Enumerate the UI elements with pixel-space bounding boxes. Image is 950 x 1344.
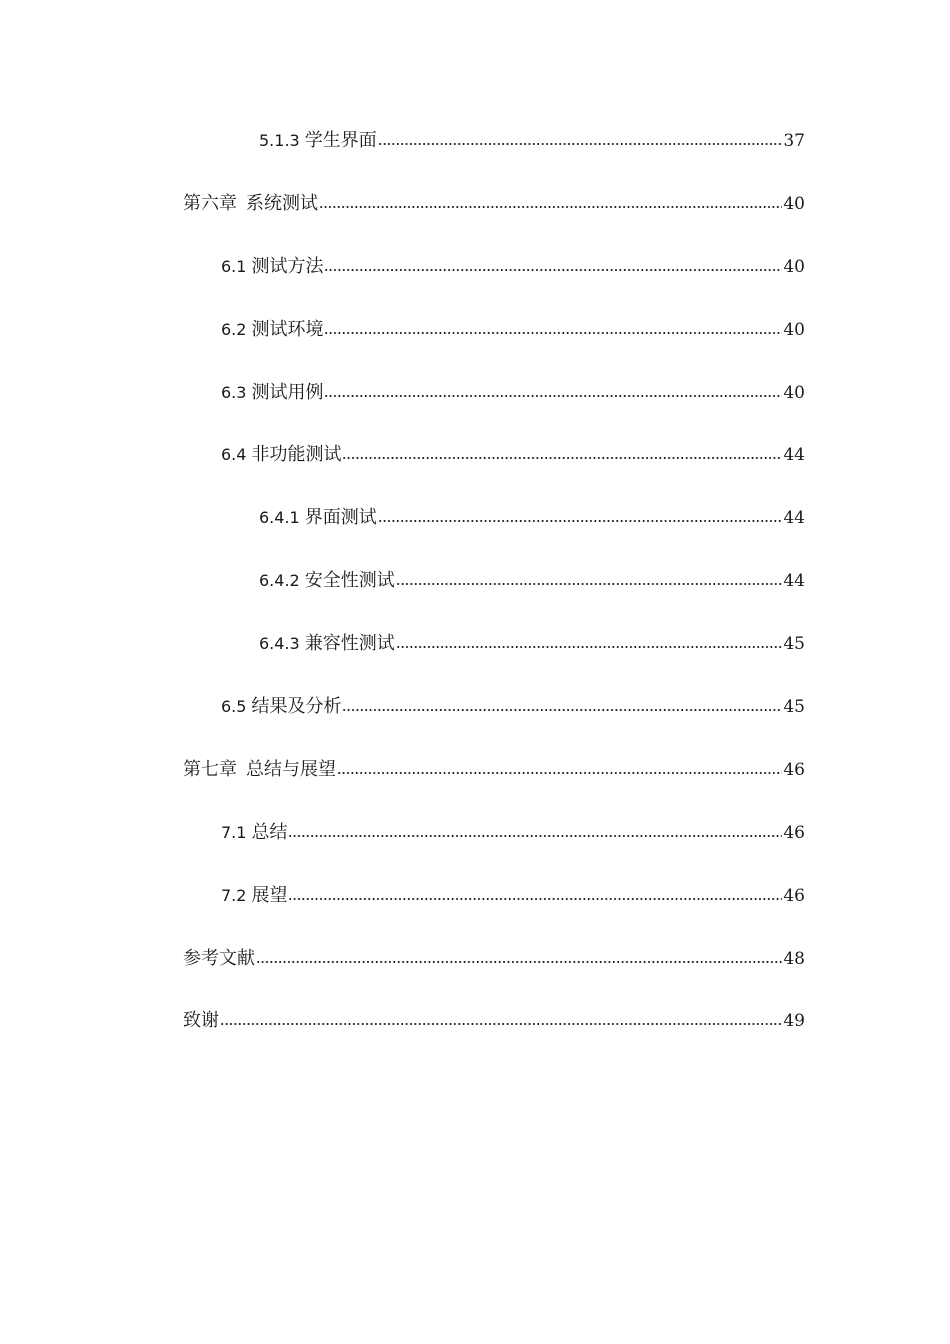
toc-page-number: 44: [783, 571, 805, 592]
toc-entry-label: 展望: [251, 884, 288, 905]
toc-entry-title: 第七章 总结与展望: [183, 758, 336, 779]
toc-entry-label: 测试用例: [251, 381, 324, 402]
toc-page-number: 40: [783, 193, 805, 214]
toc-entry-6-4[interactable]: [183, 440, 805, 503]
toc-entry-title: [221, 378, 323, 407]
toc-page-number: 40: [783, 256, 805, 277]
toc-page-number: 44: [783, 508, 805, 529]
toc-entry-title: [221, 818, 287, 847]
toc-entry-number: 6.4.2: [259, 571, 300, 591]
toc-entry-number: 6.1: [221, 256, 247, 276]
toc-page-number: 49: [783, 1011, 805, 1032]
toc-entry-title: 致谢: [183, 1010, 219, 1031]
toc-entry-title: [259, 566, 395, 595]
toc-page-number: 46: [783, 885, 805, 906]
toc-entry-title: [221, 440, 341, 469]
toc-entry-label: 总结: [251, 821, 288, 842]
toc-page-number: 46: [783, 759, 805, 780]
dot-leader: [378, 142, 783, 146]
dot-leader: [324, 394, 782, 398]
toc-entry-title: [221, 252, 323, 281]
toc-entry-title: 参考文献: [183, 947, 255, 968]
toc-page-number: 48: [783, 948, 805, 969]
dot-leader: [342, 708, 782, 712]
dot-leader: [337, 771, 782, 775]
toc-entry-references[interactable]: [183, 944, 805, 1007]
toc-entry-number: 6.4.3: [259, 634, 300, 654]
toc-entry-title: [259, 126, 377, 155]
dot-leader: [324, 331, 782, 335]
toc-page-number: 45: [783, 697, 805, 718]
table-of-contents: [183, 126, 805, 1069]
toc-entry-label: 安全性测试: [304, 570, 395, 591]
toc-page-number: 46: [783, 822, 805, 843]
dot-leader: [319, 205, 782, 209]
toc-entry-number: 6.5: [221, 697, 247, 717]
toc-entry-6-3[interactable]: [183, 378, 805, 441]
dot-leader: [396, 645, 783, 649]
toc-entry-label: 界面测试: [304, 507, 377, 528]
toc-entry-label: 兼容性测试: [304, 633, 395, 654]
toc-entry-title: [259, 503, 377, 532]
toc-entry-6-4-1[interactable]: [183, 503, 805, 566]
dot-leader: [396, 582, 783, 586]
toc-entry-7-2[interactable]: [183, 881, 805, 944]
toc-page-number: 45: [783, 634, 805, 655]
toc-entry-7-1[interactable]: [183, 818, 805, 881]
toc-page-number: 40: [783, 319, 805, 340]
dot-leader: [342, 456, 782, 460]
toc-entry-title: [259, 629, 395, 658]
toc-entry-5-1-3[interactable]: [183, 126, 805, 189]
toc-entry-chapter-6[interactable]: [183, 189, 805, 252]
toc-entry-6-4-3[interactable]: [183, 629, 805, 692]
toc-entry-number: 7.2: [221, 885, 247, 905]
toc-entry-label: 结果及分析: [251, 696, 342, 717]
toc-entry-label: 测试环境: [251, 318, 324, 339]
toc-entry-6-5[interactable]: [183, 692, 805, 755]
toc-page-number: 37: [783, 131, 805, 151]
toc-entry-label: 非功能测试: [251, 444, 342, 465]
dot-leader: [288, 834, 782, 838]
toc-entry-6-4-2[interactable]: [183, 566, 805, 629]
toc-page-number: 40: [783, 382, 805, 403]
dot-leader: [324, 268, 782, 272]
dot-leader: [256, 960, 782, 964]
toc-entry-number: 6.2: [221, 319, 247, 339]
dot-leader: [288, 897, 782, 901]
dot-leader: [378, 519, 783, 523]
toc-entry-acknowledgements[interactable]: [183, 1006, 805, 1069]
toc-entry-6-1[interactable]: [183, 252, 805, 315]
dot-leader: [220, 1022, 782, 1026]
toc-entry-number: 6.4.1: [259, 508, 300, 528]
toc-entry-label: 学生界面: [304, 130, 377, 150]
toc-entry-6-2[interactable]: [183, 315, 805, 378]
toc-entry-number: 5.1.3: [259, 131, 300, 150]
toc-entry-title: [221, 692, 341, 721]
toc-entry-title: 第六章 系统测试: [183, 192, 318, 213]
toc-entry-label: 测试方法: [251, 255, 324, 276]
toc-entry-title: [221, 881, 287, 910]
toc-page-number: 44: [783, 445, 805, 466]
toc-entry-number: 6.3: [221, 382, 247, 402]
toc-entry-number: 7.1: [221, 822, 247, 842]
toc-entry-number: 6.4: [221, 445, 247, 465]
toc-entry-title: [221, 315, 323, 344]
toc-entry-chapter-7[interactable]: [183, 755, 805, 818]
